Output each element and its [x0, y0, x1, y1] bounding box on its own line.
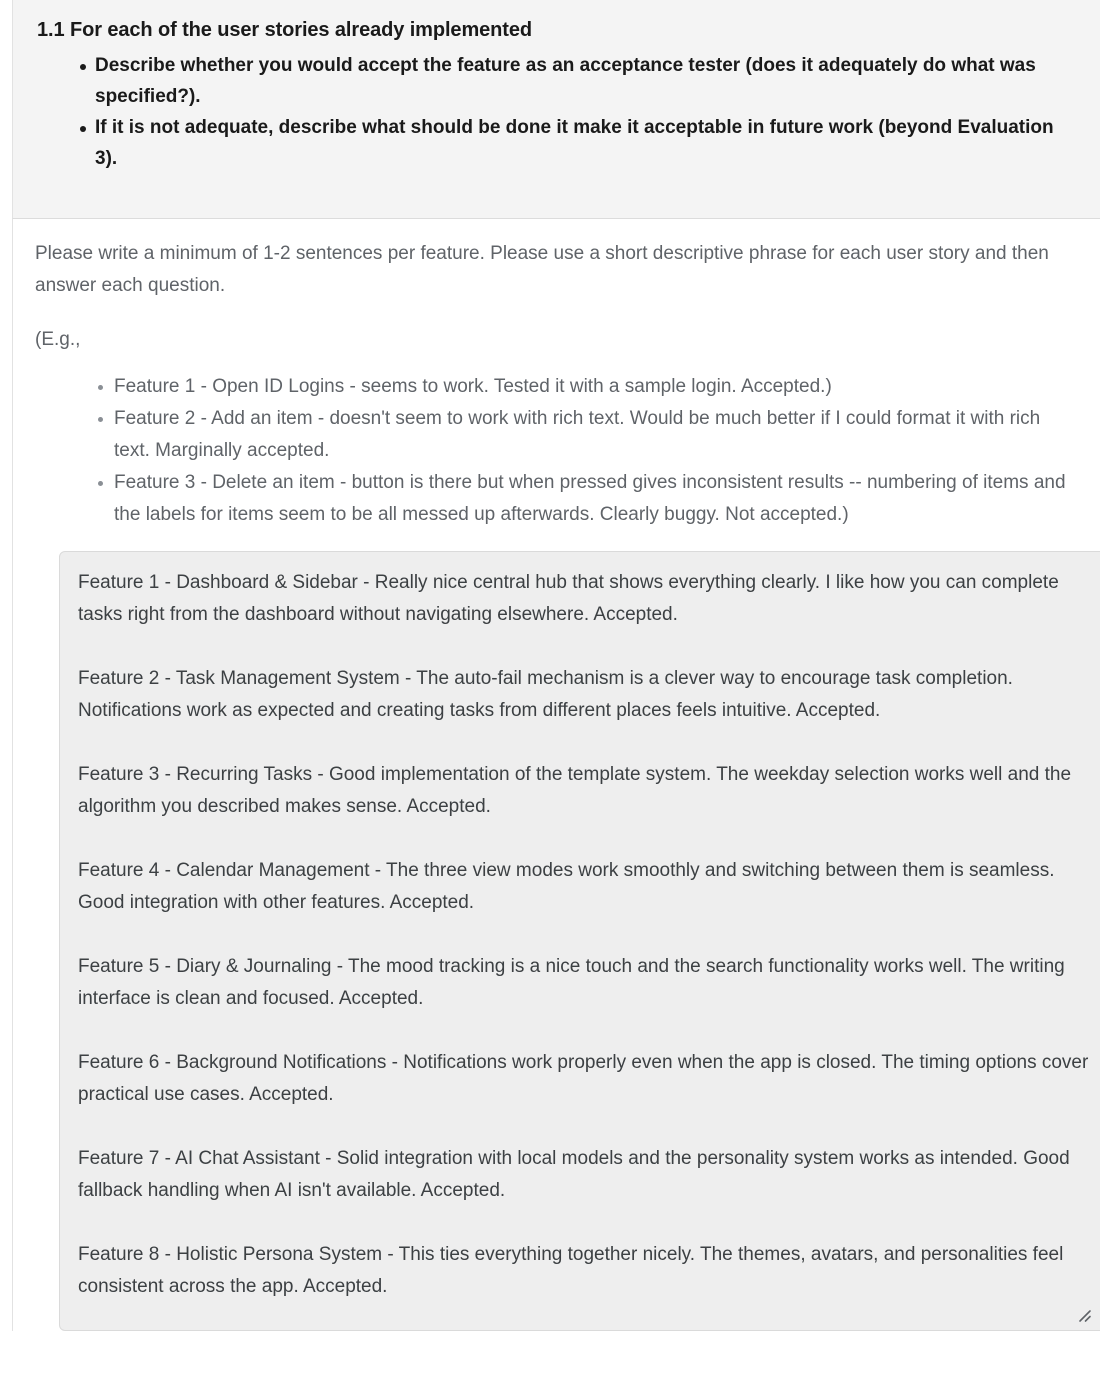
list-item: Feature 3 - Delete an item - button is there but when pressed gives inconsistent results -- numbering of items and the labels for items seem to be all messed up afterwards. Clearly buggy. Not accepted.)	[35, 467, 1078, 531]
example-list	[35, 371, 1078, 531]
instructions-paragraph: Please write a minimum of 1-2 sentences per feature. Please use a short descriptive phrase for each user story and then answer each question.	[35, 243, 1049, 296]
question-prompt-panel	[12, 0, 1100, 219]
list-item: Feature 2 - Add an item - doesn't seem to work with rich text. Would be much better if I could format it with rich text. Marginally accepted.	[35, 403, 1078, 467]
list-item: Describe whether you would accept the feature as an acceptance tester (does it adequately do what was specified?).	[37, 50, 1076, 112]
list-item: If it is not adequate, describe what should be done it make it acceptable in future work (beyond Evaluation 3).	[37, 112, 1076, 174]
answer-input[interactable]	[59, 551, 1100, 1331]
answer-body	[12, 219, 1100, 1331]
example-intro-text: (E.g.,	[35, 329, 81, 350]
answer-field-wrapper	[59, 531, 1100, 1331]
list-item: Feature 1 - Open ID Logins - seems to work. Tested it with a sample login. Accepted.)	[35, 371, 1078, 403]
question-requirement-list	[37, 50, 1076, 174]
page-title: 1.1 For each of the user stories already implemented	[37, 19, 532, 41]
